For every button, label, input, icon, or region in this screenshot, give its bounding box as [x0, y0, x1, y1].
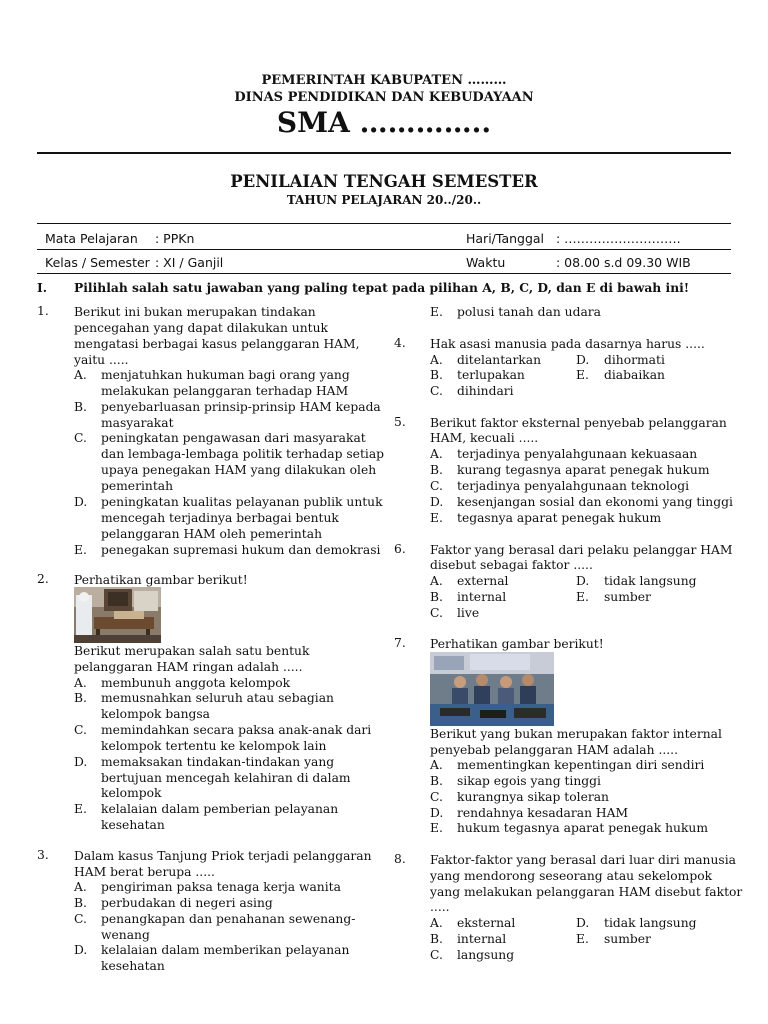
option-text: kelalaian dalam memberikan pelayanan — [101, 943, 350, 957]
option-letter: A. — [74, 676, 87, 690]
option-text: menjatuhkan hukuman bagi orang yang — [101, 368, 350, 382]
option-text: pengiriman paksa tenaga kerja wanita — [101, 880, 341, 894]
question-text: Dalam kasus Tanjung Priok terjadi pelanggaran — [74, 849, 372, 863]
option-text: mementingkan kepentingan diri sendiri — [457, 758, 705, 772]
option-letter: A. — [430, 574, 443, 588]
option-text: external — [457, 574, 509, 588]
option-letter: D. — [74, 495, 88, 509]
option-text: terjadinya penyalahgunaan kekuasaan — [457, 447, 698, 461]
option-text: tegasnya aparat penegak hukum — [457, 511, 662, 525]
option-letter: E. — [430, 821, 443, 835]
question-text: Faktor-faktor yang berasal dari luar diri manusia — [430, 853, 736, 867]
option-letter: E. — [430, 305, 443, 319]
subject-value: : PPKn — [155, 231, 195, 246]
option-letter: B. — [430, 590, 443, 604]
option-text: membunuh anggota kelompok — [101, 676, 291, 690]
option-text: kesehatan — [101, 959, 165, 973]
question-number: 3. — [37, 848, 49, 862]
option-letter: E. — [576, 368, 589, 382]
date-value: : ………………………. — [556, 231, 681, 246]
section-instruction: Pilihlah salah satu jawaban yang paling tepat pada pilihan A, B, C, D, dan E di bawah ini! — [74, 280, 690, 295]
section-number: I. — [37, 280, 48, 295]
info-bottom-border — [37, 273, 731, 274]
option-text: internal — [457, 932, 507, 946]
class-label: Kelas / Semester — [45, 255, 150, 270]
option-letter: A. — [74, 368, 87, 382]
option-text: tidak langsung — [604, 574, 697, 588]
department-header: DINAS PENDIDIKAN DAN KEBUDAYAAN — [234, 90, 534, 105]
option-text: hukum tegasnya aparat penegak hukum — [457, 821, 708, 835]
info-middle-border — [37, 249, 731, 250]
option-letter: C. — [74, 912, 87, 926]
option-letter: C. — [430, 606, 443, 620]
subject-label: Mata Pelajaran — [45, 231, 138, 246]
option-letter: A. — [430, 916, 443, 930]
option-letter: E. — [74, 543, 87, 557]
question-text: Perhatikan gambar berikut! — [430, 637, 604, 651]
option-text: bertujuan mencegah kelahiran di dalam — [101, 771, 351, 785]
option-letter: E. — [74, 802, 87, 816]
question-number: 7. — [394, 636, 406, 650]
option-text: kelalaian dalam pemberian pelayanan — [101, 802, 339, 816]
class-value: : XI / Ganjil — [155, 255, 224, 270]
option-text: peningkatan pengawasan dari masyarakat — [101, 431, 366, 445]
option-letter: C. — [430, 948, 443, 962]
question-text: HAM, kecuali ..... — [430, 431, 539, 445]
option-text: terlupakan — [457, 368, 525, 382]
question-text: Hak asasi manusia pada dasarnya harus ..... — [430, 337, 705, 351]
option-letter: C. — [430, 479, 443, 493]
date-label: Hari/Tanggal — [466, 231, 545, 246]
option-text: memusnahkan seluruh atau sebagian — [101, 691, 334, 705]
option-text: terjadinya penyalahgunaan teknologi — [457, 479, 690, 493]
question-text: Berikut faktor eksternal penyebab pelanggaran — [430, 416, 727, 430]
option-text: pelanggaran HAM oleh pemerintah — [101, 527, 323, 541]
option-text: sumber — [604, 590, 651, 604]
option-text: penegakan supremasi hukum dan demokrasi — [101, 543, 381, 557]
question-text: Berikut ini bukan merupakan tindakan — [74, 305, 316, 319]
question-number: 4. — [394, 336, 406, 350]
option-text: kesehatan — [101, 818, 165, 832]
option-text: pemerintah — [101, 479, 174, 493]
option-text: kurang tegasnya aparat penegak hukum — [457, 463, 710, 477]
option-text: kelompok bangsa — [101, 707, 210, 721]
question-text: yang melakukan pelanggaran HAM disebut faktor — [430, 885, 743, 899]
option-text: wenang — [101, 928, 150, 942]
press-conference-photo — [430, 652, 554, 726]
option-text: dihormati — [604, 353, 665, 367]
option-letter: E. — [576, 932, 589, 946]
option-letter: B. — [430, 774, 443, 788]
question-text: HAM berat berupa ..... — [74, 865, 215, 879]
option-text: masyarakat — [101, 416, 174, 430]
option-letter: D. — [430, 806, 444, 820]
question-text: penyebab pelanggaran HAM adalah ..... — [430, 743, 678, 757]
option-text: kurangnya sikap toleran — [457, 790, 609, 804]
option-text: sumber — [604, 932, 651, 946]
option-letter: C. — [430, 384, 443, 398]
school-name: SMA ………….. — [276, 106, 492, 139]
option-letter: C. — [74, 723, 87, 737]
question-text: Perhatikan gambar berikut! — [74, 573, 248, 587]
question-text: mengatasi berbagai kasus pelanggaran HAM, — [74, 337, 360, 351]
question-text: Faktor yang berasal dari pelaku pelanggar HAM — [430, 543, 733, 557]
question-number: 5. — [394, 415, 406, 429]
question-text: pencegahan yang dapat dilakukan untuk — [74, 321, 328, 335]
option-letter: A. — [430, 758, 443, 772]
option-text: upaya penegakan HAM yang dilakukan oleh — [101, 463, 377, 477]
option-text: memindahkan secara paksa anak-anak dari — [101, 723, 372, 737]
option-text: kesenjangan sosial dan ekonomi yang tinggi — [457, 495, 733, 509]
option-text: penangkapan dan penahanan sewenang- — [101, 912, 356, 926]
option-text: kelompok — [101, 786, 162, 800]
option-text: ditelantarkan — [457, 353, 542, 367]
option-text: internal — [457, 590, 507, 604]
option-letter: D. — [576, 353, 590, 367]
option-text: dan lembaga-lembaga politik terhadap setiap — [101, 447, 385, 461]
question-text: Berikut yang bukan merupakan faktor internal — [430, 727, 722, 741]
question-number: 2. — [37, 572, 49, 586]
question-text: disebut sebagai faktor ..... — [430, 558, 593, 572]
option-text: eksternal — [457, 916, 516, 930]
option-text: langsung — [457, 948, 515, 962]
option-text: dihindari — [457, 384, 514, 398]
option-letter: E. — [430, 511, 443, 525]
option-text: kelompok tertentu ke kelompok lain — [101, 739, 327, 753]
header-divider — [37, 152, 731, 154]
option-text: memaksakan tindakan-tindakan yang — [101, 755, 335, 769]
option-letter: A. — [430, 353, 443, 367]
option-text: penyebarluasan prinsip-prinsip HAM kepada — [101, 400, 381, 414]
question-number: 6. — [394, 542, 406, 556]
option-text: sikap egois yang tinggi — [457, 774, 601, 788]
option-letter: B. — [430, 368, 443, 382]
option-letter: A. — [430, 447, 443, 461]
option-text: melakukan pelanggaran terhadap HAM — [101, 384, 349, 398]
option-letter: D. — [74, 755, 88, 769]
option-letter: D. — [74, 943, 88, 957]
question-text: ..... — [430, 900, 450, 914]
option-letter: D. — [576, 916, 590, 930]
option-text: diabaikan — [604, 368, 665, 382]
option-letter: A. — [74, 880, 87, 894]
question-text: Berikut merupakan salah satu bentuk — [74, 644, 310, 658]
time-value: : 08.00 s.d 09.30 WIB — [556, 255, 691, 270]
government-header: PEMERINTAH KABUPATEN ……… — [261, 73, 507, 88]
time-label: Waktu — [466, 255, 506, 270]
academic-year: TAHUN PELAJARAN 20../20.. — [286, 193, 482, 207]
option-text: live — [457, 606, 480, 620]
option-text: perbudakan di negeri asing — [101, 896, 273, 910]
question-text: yang mendorong seseorang atau sekelompok — [430, 869, 713, 883]
option-text: polusi tanah dan udara — [457, 305, 601, 319]
option-letter: E. — [576, 590, 589, 604]
option-letter: C. — [74, 431, 87, 445]
option-letter: D. — [576, 574, 590, 588]
question-text: pelanggaran HAM ringan adalah ..... — [74, 660, 303, 674]
question-text: yaitu ..... — [74, 353, 129, 367]
option-letter: B. — [74, 896, 87, 910]
question-number: 8. — [394, 852, 406, 866]
option-letter: B. — [74, 691, 87, 705]
option-letter: C. — [430, 790, 443, 804]
option-letter: B. — [430, 932, 443, 946]
hospital-scene-photo — [74, 587, 161, 643]
option-text: peningkatan kualitas pelayanan publik untuk — [101, 495, 383, 509]
option-letter: D. — [430, 495, 444, 509]
option-text: tidak langsung — [604, 916, 697, 930]
option-text: mencegah terjadinya berbagai bentuk — [101, 511, 339, 525]
option-letter: B. — [74, 400, 87, 414]
info-top-border — [37, 223, 731, 224]
option-letter: B. — [430, 463, 443, 477]
option-text: rendahnya kesadaran HAM — [457, 806, 629, 820]
exam-title: PENILAIAN TENGAH SEMESTER — [230, 172, 538, 191]
question-number: 1. — [37, 304, 49, 318]
